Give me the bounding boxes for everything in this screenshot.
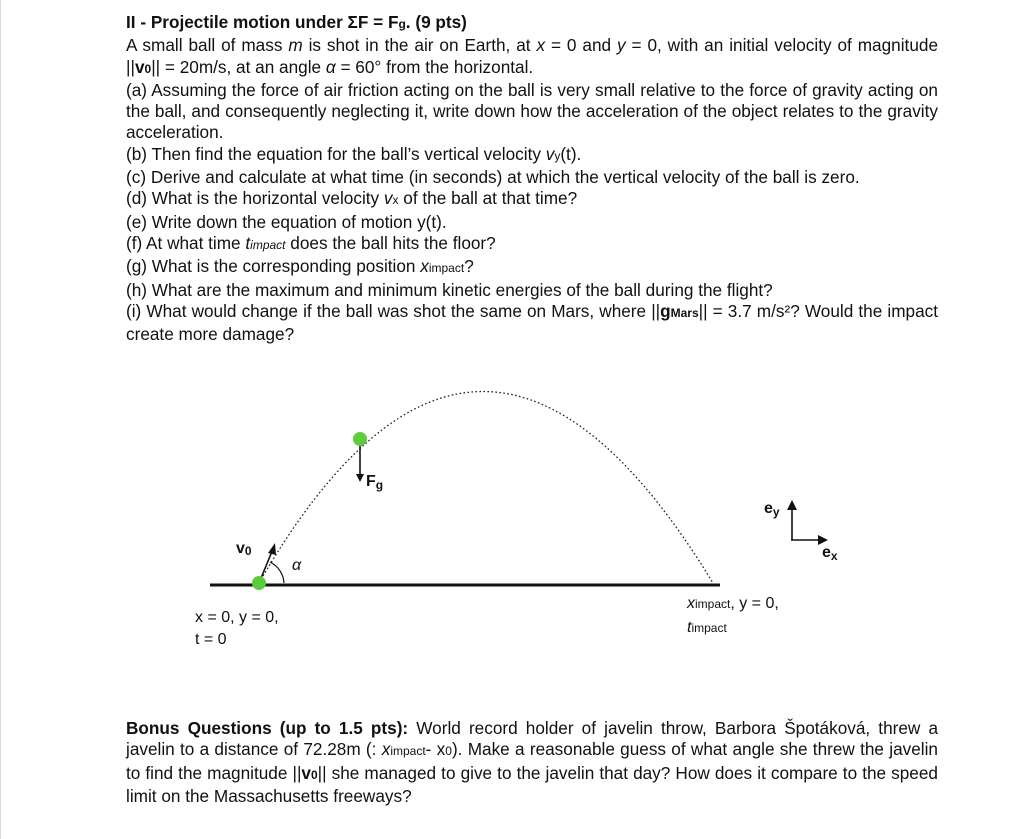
question-h: (h) What are the maximum and minimum kinetic energies of the ball during the flight? (126, 279, 773, 300)
start-label-line2: t = 0 (195, 631, 227, 648)
bonus-question: Bonus Questions (up to 1.5 pts): World record holder of javelin throw, Barbora Špotáková, threw a javelin to a distance of 72.28m (: ximpact- x0). Make a reasonable guess of what angle she threw the javelin to find the magnitude ||v0|| she managed to give to the javelin that day? How does it compare to the speed limit on the Massachusetts freeways? (126, 718, 939, 806)
impact-label-line2: timpact (687, 619, 727, 636)
angle-arc (270, 562, 284, 583)
question-f: (f) At what time timpact does the ball hits the floor? (126, 232, 496, 253)
ex-label: ex (822, 544, 838, 563)
ey-label: ey (764, 500, 780, 519)
problem-intro: A small ball of mass m is shot in the air on Earth, at x = 0 and y = 0, with an initial velocity of magnitude ||v0|| = 20m/s, at an angle α = 60° from the horizontal. (126, 35, 939, 77)
question-e: (e) Write down the equation of motion y(t). (126, 211, 447, 232)
gravity-force-arrowhead (356, 474, 364, 482)
initial-velocity-arrowhead (268, 543, 276, 555)
start-label-line1: x = 0, y = 0, (195, 609, 279, 626)
ey-arrowhead (787, 500, 797, 510)
impact-label-line1: ximpact, y = 0, (687, 595, 779, 612)
question-c: (c) Derive and calculate at what time (in seconds) at which the vertical velocity of the ball is zero. (126, 167, 860, 188)
ball-start (252, 576, 266, 590)
ball-mid (353, 432, 367, 446)
question-b: (b) Then find the equation for the ball’s vertical velocity vy(t). (126, 143, 582, 164)
question-a: (a) Assuming the force of air friction acting on the ball is very small relative to the force of gravity acting on the ball, and consequently neglecting it, write down how the acceleration of the object relates to the gravity acceleration. (126, 79, 938, 143)
question-d: (d) What is the horizontal velocity vx of the ball at that time? (126, 188, 578, 209)
question-i: (i) What would change if the ball was shot the same on Mars, where ||gMars|| = 3.7 m/s²? Would the impact create more damage? (126, 300, 938, 345)
fg-label: Fg (366, 473, 384, 492)
problem-title: II - Projectile motion under ΣF = Fg. (9 pts) (126, 12, 467, 32)
alpha-label: α (292, 557, 302, 574)
question-g: (g) What is the corresponding position ximpact? (126, 256, 474, 277)
v0-label: v0 (236, 540, 252, 558)
trajectory-path (259, 392, 713, 584)
